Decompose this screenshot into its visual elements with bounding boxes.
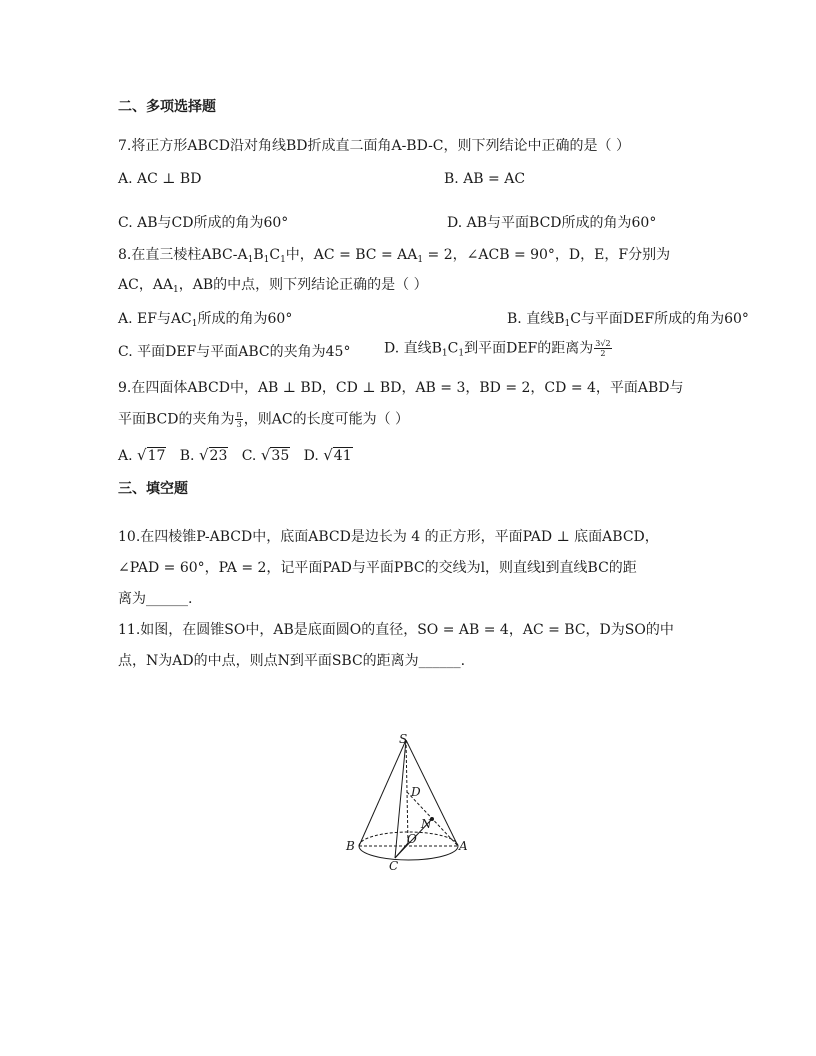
q8-options-row2 (118, 339, 718, 361)
segment-so (406, 740, 408, 843)
q8-option-c: C. 平面DEF与平面ABC的夹角为45° (118, 344, 351, 360)
radical-sign: √ (198, 446, 209, 464)
q9-stem-line2 (118, 410, 409, 429)
q8-option-b-text: B. 直线B (507, 311, 565, 327)
edge-sc (395, 740, 406, 858)
fraction (235, 410, 242, 429)
sqrt (261, 446, 290, 465)
section-2-heading: 二、多项选择题 (118, 99, 216, 115)
option-label: C. (241, 448, 257, 464)
subscript: 1 (173, 285, 179, 295)
q11-line2: 点，N为AD的中点，则点N到平面SBC的距离为______. (118, 653, 466, 669)
q10-line3: 离为______. (118, 591, 193, 607)
q7-options-row2 (118, 214, 718, 232)
option-label: A. (118, 448, 133, 464)
q8-stem-line2 (118, 276, 428, 299)
option-label: D. (303, 448, 319, 464)
q9-option-a (118, 448, 166, 464)
subscript: 1 (458, 348, 465, 359)
q8-option-a-text: A. EF与AC (118, 311, 192, 327)
q9-stem-text: ，则AC的长度可能为（ ） (243, 411, 410, 428)
q8-stem-text: 8.在直三棱柱ABC-A (118, 247, 248, 263)
q9-option-b (180, 448, 229, 464)
q8-stem-text: B (253, 247, 264, 263)
q8-option-d (384, 339, 613, 363)
q8-option-d-text: 到平面DEF的距离为 (464, 340, 594, 357)
q7-options-row1 (118, 170, 718, 188)
radicand: 41 (333, 448, 352, 464)
subscript: 1 (191, 319, 198, 329)
label-o: O (407, 832, 417, 846)
radicand: 35 (271, 448, 290, 464)
q7-option-d: D. AB与平面BCD所成的角为60° (447, 215, 657, 231)
section-3-heading: 三、填空题 (118, 481, 188, 497)
q8-option-a (118, 311, 292, 327)
q7-stem: 7.将正方形ABCD沿对角线BD折成直二面角A-BD-C，则下列结论中正确的是（ ） (118, 138, 630, 154)
q8-stem-text: AC，AA (118, 277, 174, 293)
q8-stem (118, 246, 670, 269)
q10-line1: 10.在四棱锥P-ABCD中，底面ABCD是边长为 4 的正方形，平面PAD ⊥ 底面ABCD， (118, 529, 659, 545)
radical-sign: √ (260, 446, 271, 464)
q9-option-d (304, 448, 353, 464)
q8-options-row1 (118, 310, 749, 333)
subscript: 1 (247, 255, 254, 265)
q7-option-b: B. AB = AC (444, 171, 526, 187)
fraction-denominator: 3 (236, 420, 242, 429)
q9-stem-text: 平面BCD的夹角为 (118, 411, 235, 428)
q8-option-d-text: C (447, 340, 459, 357)
q8-stem-text: ，AB的中点，则下列结论正确的是（ ） (178, 277, 428, 293)
q7-option-a: A. AC ⊥ BD (118, 171, 202, 187)
q8-option-d-text: D. 直线B (384, 340, 442, 357)
label-b: B (346, 839, 355, 853)
cone-figure (335, 730, 485, 870)
base-front-arc (359, 846, 458, 860)
subscript: 1 (564, 319, 571, 329)
q7-option-c: C. AB与CD所成的角为60° (118, 215, 289, 231)
fraction-numerator: 3√2 (595, 339, 611, 348)
label-n: N (421, 817, 432, 831)
subscript: 1 (280, 255, 286, 265)
q8-stem-text: = 2，∠ACB = 90°，D，E，F分别为 (423, 247, 671, 263)
subscript: 1 (441, 348, 448, 359)
fraction-numerator: π (236, 410, 242, 419)
subscript: 1 (417, 255, 424, 265)
radical-sign: √ (137, 446, 147, 464)
radical-sign: √ (323, 446, 333, 464)
label-a: A (459, 839, 468, 853)
label-c: C (389, 859, 399, 870)
q11-line1: 11.如图，在圆锥SO中，AB是底面圆O的直径，SO = AB = 4，AC = BC，D为SO的中 (118, 622, 674, 638)
q10-line2: ∠PAD = 60°，PA = 2，记平面PAD与平面PBC的交线为l，则直线l到直线BC的距 (118, 560, 637, 576)
q9-options (118, 446, 353, 465)
q8-stem-text: 中，AC = BC = AA (285, 247, 418, 263)
fraction (594, 339, 611, 358)
sqrt (199, 446, 228, 465)
label-s: S (399, 732, 408, 746)
q9-option-c (242, 448, 291, 464)
fraction-denominator: 2 (600, 349, 606, 358)
q8-option-b-text: C与平面DEF所成的角为60° (570, 311, 749, 327)
q8-stem-text: C (269, 247, 281, 263)
sqrt (323, 446, 352, 465)
q9-stem: 9.在四面体ABCD中，AB ⊥ BD，CD ⊥ BD，AB = 3，BD = 2，CD = 4，平面ABD与 (118, 380, 684, 396)
edge-sb (359, 740, 406, 846)
option-label: B. (179, 448, 195, 464)
q8-option-a-text: 所成的角为60° (197, 311, 293, 327)
radicand: 23 (209, 448, 228, 464)
q8-option-b (507, 310, 749, 333)
radicand: 17 (147, 448, 166, 464)
label-d: D (411, 785, 421, 799)
subscript: 1 (263, 255, 270, 265)
sqrt (137, 446, 166, 465)
